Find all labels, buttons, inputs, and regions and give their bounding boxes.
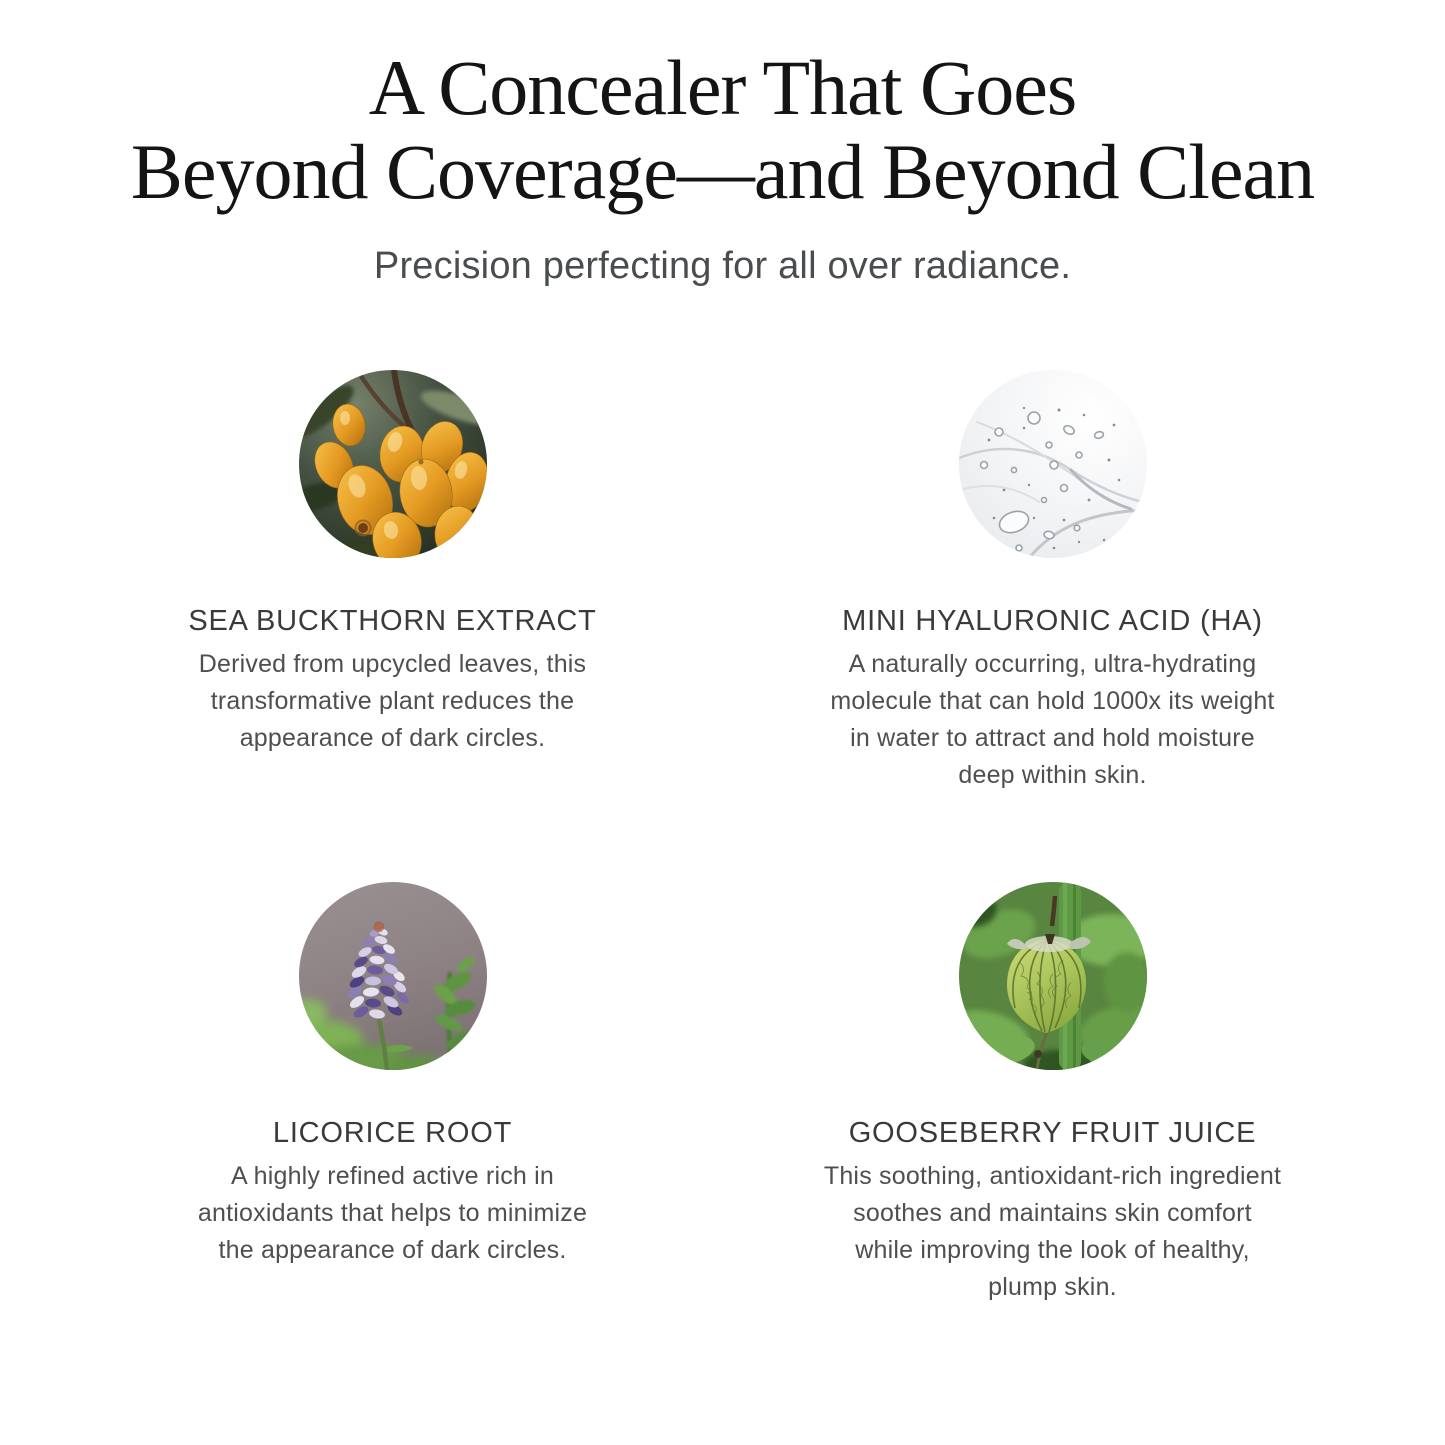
ingredient-card-gooseberry: [723, 882, 1383, 1306]
ingredient-description: A naturally occurring, ultra-hydrating molecule that can hold 1000x its weight in water to attract and hold moisture deep within skin.: [830, 650, 1275, 789]
ingredients-grid: [63, 370, 1383, 1306]
sea-buckthorn-photo-circle: [299, 370, 487, 558]
ingredient-description: This soothing, antioxidant-rich ingredient soothes and maintains skin comfort while improving the look of healthy, plump skin.: [823, 1162, 1282, 1301]
hyaluronic-acid-photo-circle: [959, 370, 1147, 558]
ingredient-card-hyaluronic-acid: [723, 370, 1383, 794]
licorice-flower-photo: [299, 882, 487, 1070]
ingredient-heading: GOOSEBERRY FRUIT JUICE: [848, 1117, 1257, 1149]
ingredient-description: A highly refined active rich in antioxidants that helps to minimize the appearance of dark circles.: [197, 1162, 588, 1264]
gooseberry-husk-photo: [959, 882, 1147, 1070]
page-title: A Concealer That Goes Beyond Coverage—and Beyond Clean: [130, 44, 1315, 215]
ingredient-card-licorice-root: [63, 882, 723, 1306]
ingredient-heading: LICORICE ROOT: [272, 1117, 513, 1149]
ingredient-heading: SEA BUCKTHORN EXTRACT: [188, 605, 597, 637]
licorice-root-photo-circle: [299, 882, 487, 1070]
hyaluronic-acid-gel-photo: [959, 370, 1147, 558]
ingredient-description: Derived from upcycled leaves, this transformative plant reduces the appearance of dark circles.: [198, 650, 587, 752]
page-subtitle: Precision perfecting for all over radiance.: [373, 245, 1072, 287]
gooseberry-photo-circle: [959, 882, 1147, 1070]
sea-buckthorn-berries-photo: [299, 370, 487, 558]
ingredient-card-sea-buckthorn: [63, 370, 723, 794]
ingredient-heading: MINI HYALURONIC ACID (HA): [842, 605, 1263, 637]
